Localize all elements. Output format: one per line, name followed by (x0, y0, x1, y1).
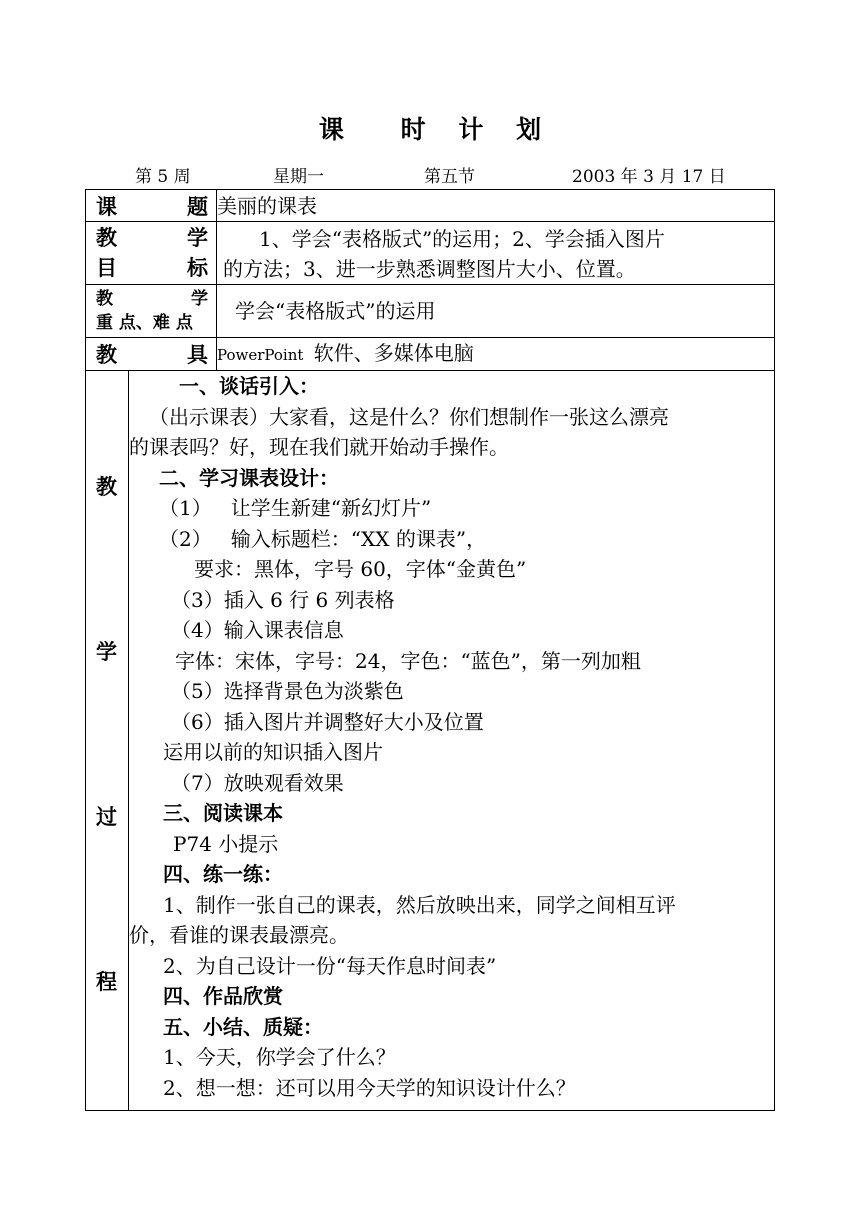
title-char: 时 (400, 115, 426, 144)
meta-date: 2003 年 3 月 17 日 (572, 167, 726, 187)
text-line: （出示课表）大家看，这是什么？你们想制作一张这么漂亮 (149, 404, 669, 429)
topic-label: 课 题 (86, 190, 217, 222)
text-line: 1、今天，你学会了什么？ (163, 1045, 396, 1069)
goal-row (86, 222, 775, 285)
section-heading: 三、阅读课本 (163, 801, 283, 825)
lesson-plan-table (85, 189, 775, 1111)
page-title (0, 110, 860, 146)
tools-label: 教 具 (86, 338, 217, 371)
text-line: （6）插入图片并调整好大小及位置 (171, 709, 484, 734)
goal-label: 教 学 目 标 (86, 222, 217, 285)
process-content (129, 371, 775, 1111)
goal-value: 1、学会“表格版式”的运用；2、学会插入图片 的方法；3、进一步熟悉调整图片大小、位置。 (217, 222, 775, 285)
tools-value: PowerPoint 软件、多媒体电脑 (217, 338, 775, 371)
title-char: 课 (318, 115, 344, 144)
text-line: 价，看谁的课表最漂亮。 (129, 923, 349, 947)
title-char: 计 (458, 115, 484, 144)
text-line: 运用以前的知识插入图片 (163, 740, 383, 764)
text-line: 的课表吗？好，现在我们就开始动手操作。 (129, 435, 509, 459)
section-heading: 四、作品欣赏 (163, 984, 283, 1008)
section-heading: 一、谈话引入： (179, 374, 319, 398)
text-line: P74 小提示 (173, 831, 279, 856)
section-heading: 二、学习课表设计： (159, 465, 339, 490)
meta-period: 第五节 (424, 167, 475, 187)
title-char: 划 (516, 115, 542, 144)
focus-row (86, 285, 775, 338)
text-line: （1） 让学生新建“新幻灯片” (159, 496, 432, 520)
text-line: （5）选择背景色为淡紫色 (171, 679, 404, 703)
text-line: （7）放映观看效果 (171, 770, 344, 795)
process-label: 教 学 过 程 (86, 371, 129, 1111)
text-line: 2、为自己设计一份“每天作息时间表” (163, 953, 497, 978)
text-line: （2） 输入标题栏：“XX 的课表”， (159, 526, 487, 551)
text-line: 2、想一想：还可以用今天学的知识设计什么？ (163, 1075, 576, 1100)
section-heading: 四、练一练： (163, 862, 283, 886)
text-line: 要求：黑体，字号 60，字体“金黄色” (194, 557, 527, 581)
text-line: （4）输入课表信息 (171, 618, 344, 642)
topic-row (86, 190, 775, 222)
section-heading: 五、小结、质疑： (163, 1014, 323, 1039)
tools-row (86, 338, 775, 371)
topic-value: 美丽的课表 (217, 190, 775, 222)
meta-weekday: 星期一 (273, 167, 324, 187)
focus-label: 教 学 重 点、难 点 (86, 285, 217, 338)
meta-week: 第 5 周 (135, 167, 191, 187)
text-line: （3）插入 6 行 6 列表格 (171, 587, 395, 612)
process-row (86, 371, 775, 1111)
text-line: 1、制作一张自己的课表，然后放映出来，同学之间相互评 (163, 892, 676, 917)
text-line: 字体：宋体，字号：24，字色：“蓝色”，第一列加粗 (175, 648, 641, 673)
focus-value: 学会“表格版式”的运用 (217, 285, 775, 338)
